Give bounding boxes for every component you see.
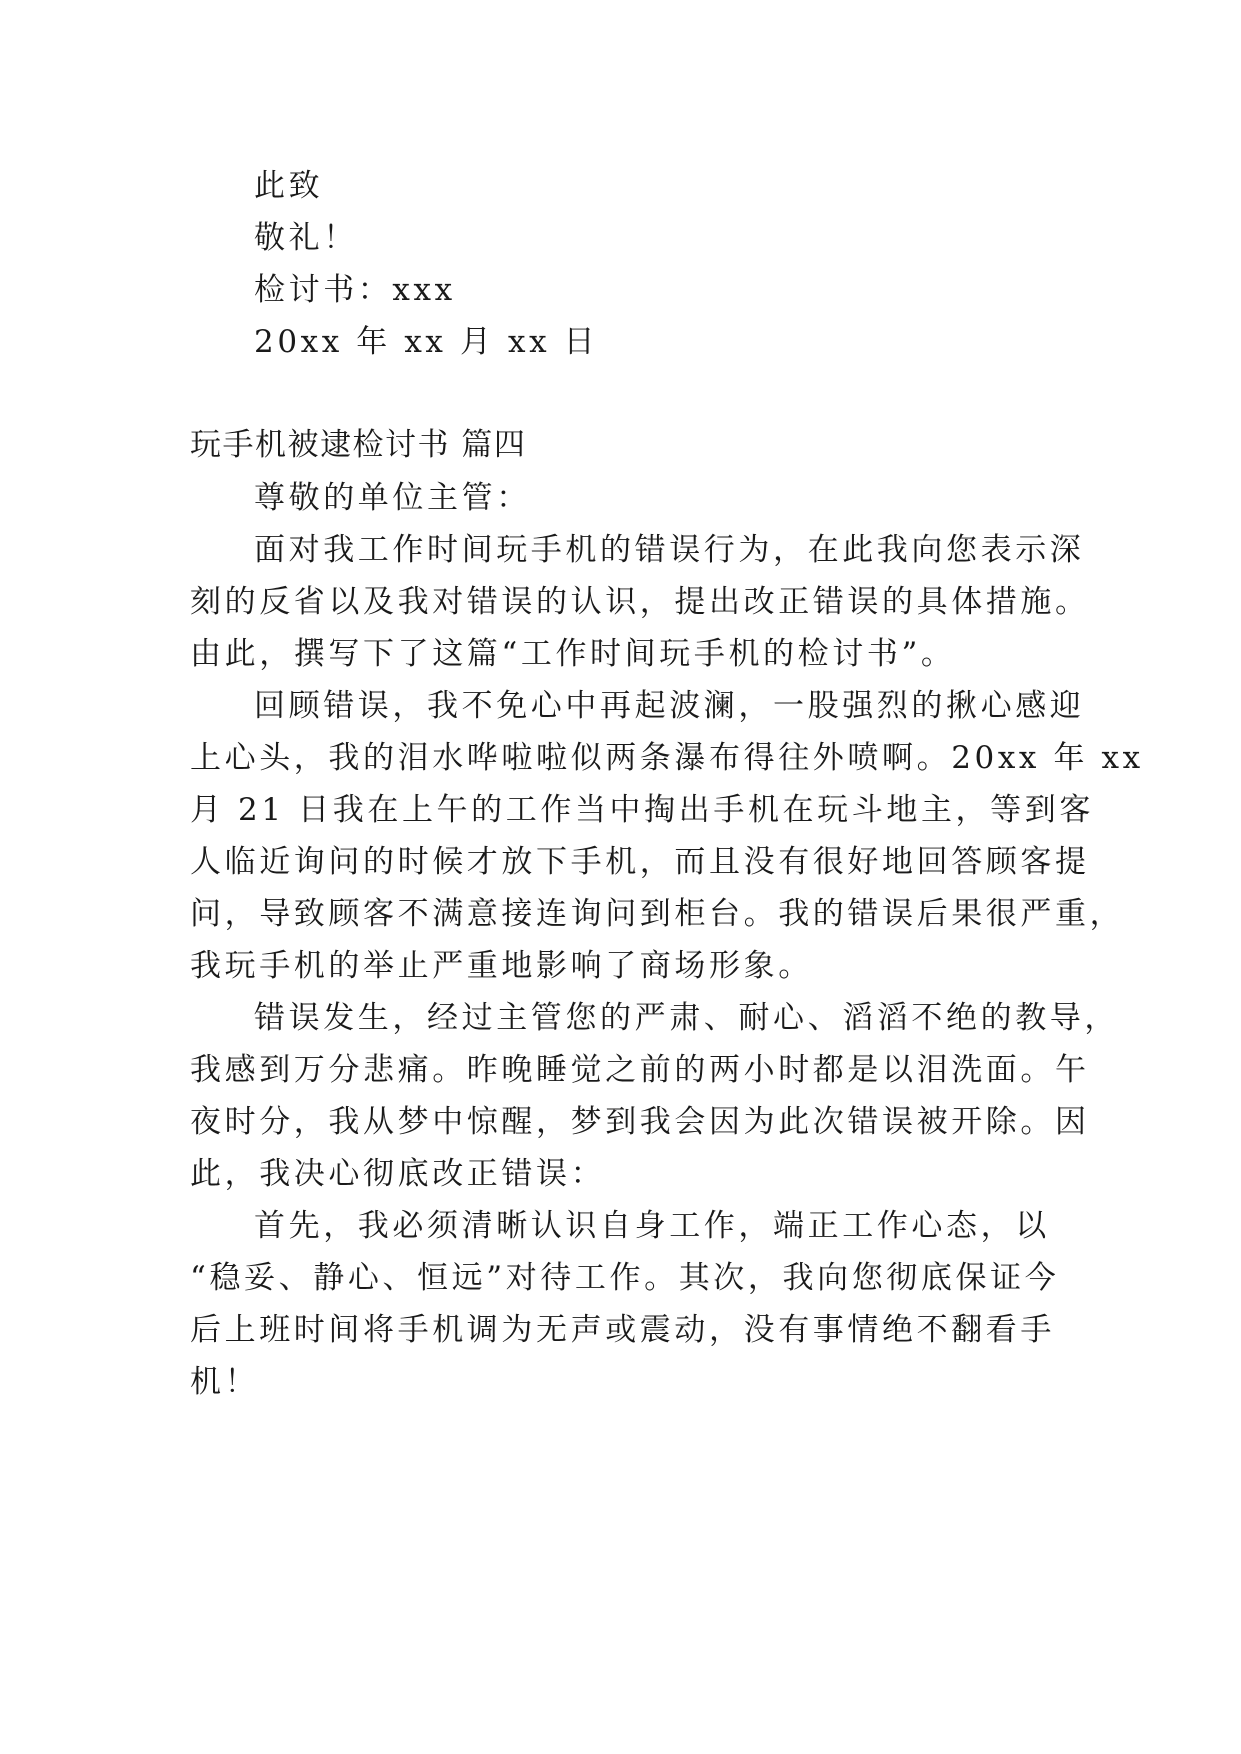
- paragraph-line: 我感到万分悲痛。昨晚睡觉之前的两小时都是以泪洗面。午: [190, 1052, 1090, 1088]
- paragraph-line: 问，导致顾客不满意接连询问到柜台。我的错误后果很严重，: [190, 896, 1125, 932]
- letter-greeting: 尊敬的单位主管：: [254, 480, 531, 516]
- paragraph-line: 机！: [190, 1364, 260, 1400]
- paragraph-line: 后上班时间将手机调为无声或震动，没有事情绝不翻看手: [190, 1312, 1055, 1348]
- closing-salutation: 此致: [254, 168, 324, 204]
- closing-regards: 敬礼！: [254, 220, 358, 256]
- paragraph-line: 首先，我必须清晰认识自身工作，端正工作心态，以: [254, 1208, 1050, 1244]
- paragraph-line: 夜时分，我从梦中惊醒，梦到我会因为此次错误被开除。因: [190, 1104, 1090, 1140]
- paragraph-line: 我玩手机的举止严重地影响了商场形象。: [190, 948, 813, 984]
- paragraph-line: 上心头，我的泪水哗啦啦似两条瀑布得往外喷啊。20xx 年 xx: [190, 740, 1144, 776]
- closing-date: 20xx 年 xx 月 xx 日: [254, 324, 599, 360]
- paragraph-line: 刻的反省以及我对错误的认识，提出改正错误的具体措施。: [190, 584, 1090, 620]
- section-title: 玩手机被逮检讨书 篇四: [190, 427, 527, 463]
- paragraph-line: “稳妥、静心、恒远”对待工作。其次，我向您彻底保证今: [190, 1260, 1060, 1296]
- closing-signature: 检讨书：xxx: [254, 272, 456, 308]
- paragraph-line: 错误发生，经过主管您的严肃、耐心、滔滔不绝的教导，: [254, 1000, 1119, 1036]
- paragraph-line: 面对我工作时间玩手机的错误行为，在此我向您表示深: [254, 532, 1085, 568]
- paragraph-line: 由此，撰写下了这篇“工作时间玩手机的检讨书”。: [190, 636, 956, 672]
- paragraph-line: 回顾错误，我不免心中再起波澜，一股强烈的揪心感迎: [254, 688, 1085, 724]
- paragraph-line: 此，我决心彻底改正错误：: [190, 1156, 606, 1192]
- paragraph-line: 人临近询问的时候才放下手机，而且没有很好地回答顾客提: [190, 844, 1090, 880]
- paragraph-line: 月 21 日我在上午的工作当中掏出手机在玩斗地主，等到客: [190, 792, 1094, 828]
